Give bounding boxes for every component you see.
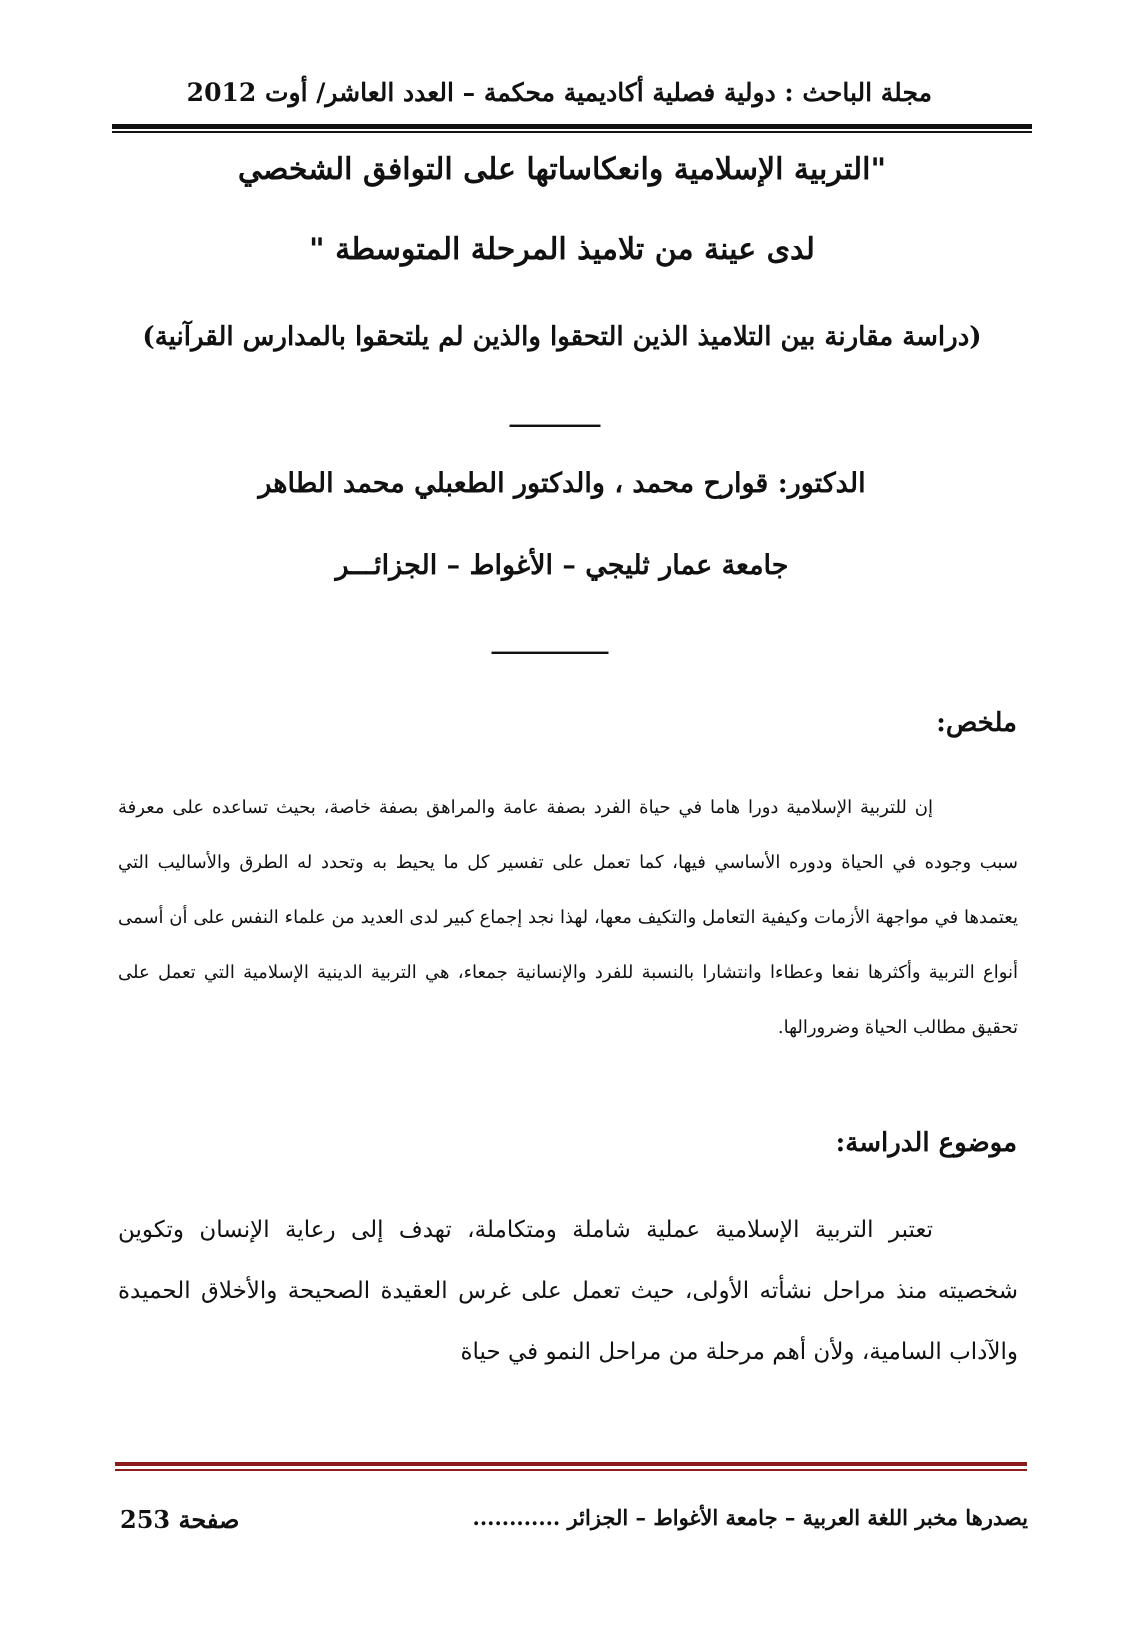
title-line-2: لدى عينة من تلاميذ المرحلة المتوسطة " xyxy=(309,232,815,267)
topic-text: تعتبر التربية الإسلامية عملية شاملة ومتكاملة، تهدف إلى رعاية الإنسان وتكوين شخصيته منذ مراحل نشأته الأولى، حيث تعمل على غرس العقيدة الصحيحة والأخلاق الحميدة والآداب السامية، ولأن أهم مرحلة من مراحل النمو في حياة xyxy=(118,1217,1018,1365)
topic-heading: موضوع الدراسة: xyxy=(835,1128,1017,1158)
journal-header: مجلة الباحث : دولية فصلية أكاديمية محكمة – العدد العاشر/ أوت 2012 xyxy=(186,78,932,107)
header-rule xyxy=(112,124,1032,129)
separator-1: _______ xyxy=(509,398,601,428)
title-line-1: "التربية الإسلامية وانعكاساتها على التوافق الشخصي xyxy=(237,152,887,187)
abstract-text: إن للتربية الإسلامية دورا هاما في حياة الفرد بصفة عامة والمراهق بصفة خاصة، بحيث تساعده على معرفة سبب وجوده في الحياة ودوره الأساسي فيها، كما تعمل على تفسير كل ما يحيط به وتحدد له الطرق والأساليب التي يعتمدها في مواجهة الأزمات وكيفية التعامل والتكيف معها، لهذا نجد إجماع كبير لدى العديد من علماء النفس على أن أسمى أنواع التربية وأكثرها نفعا وعطاءا وانتشارا بالنسبة للفرد والإنسانية جمعاء، هي التربية الدينية الإسلامية التي تعمل على تحقيق مطالب الحياة وضرورالها. xyxy=(118,797,1018,1038)
page-number: صفحة 253 xyxy=(120,1505,240,1534)
abstract-heading: ملخص: xyxy=(936,708,1017,738)
separator-2: _________ xyxy=(491,625,609,655)
header-rule-thin xyxy=(112,131,1032,133)
footer-publisher: يصدرها مخبر اللغة العربية – جامعة الأغواط – الجزائر ............ xyxy=(472,1505,1028,1530)
authors: الدكتور: قوارح محمد ، والدكتور الطعبلي محمد الطاهر xyxy=(258,468,866,499)
footer-rule-thin xyxy=(115,1469,1027,1471)
footer-rule xyxy=(115,1462,1027,1466)
title-line-3: (دراسة مقارنة بين التلاميذ الذين التحقوا والذين لم يلتحقوا بالمدارس القرآنية) xyxy=(142,322,982,352)
university: جامعة عمار ثليجي – الأغواط – الجزائـــر xyxy=(335,550,789,581)
